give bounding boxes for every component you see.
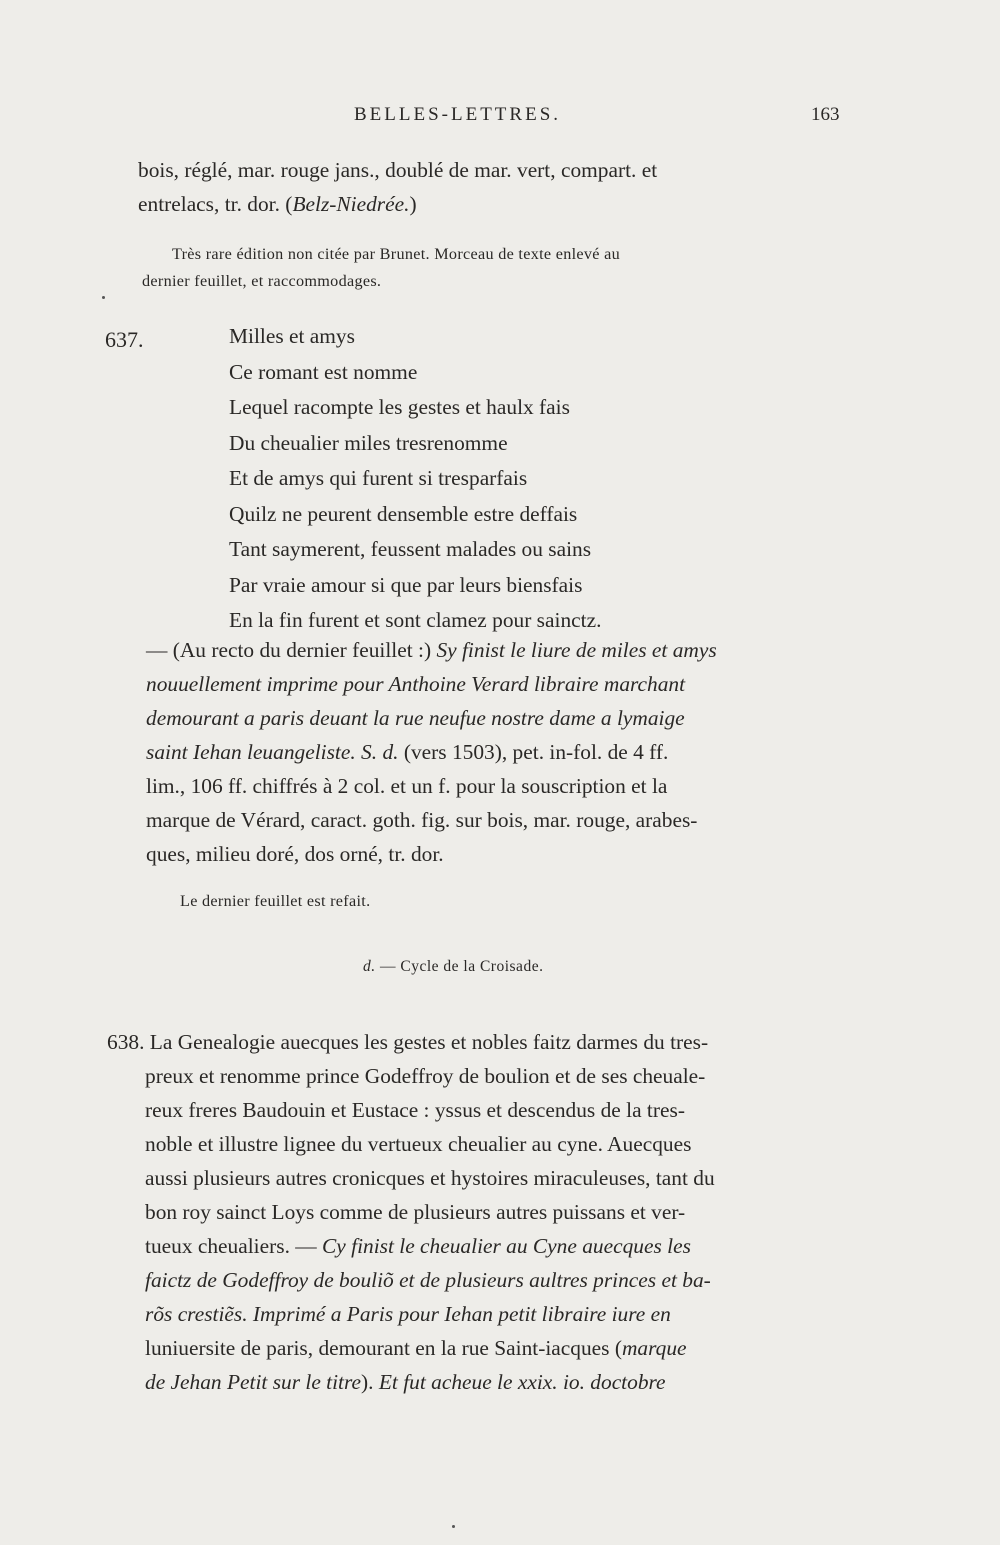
running-head: BELLES-LETTRES. bbox=[354, 104, 562, 125]
page-number: 163 bbox=[811, 104, 840, 125]
text-line: luniuersite de paris, demourant en la rue Saint-iacques (marque bbox=[145, 1336, 687, 1360]
verse-line: Milles et amys bbox=[229, 324, 355, 348]
continuation-note bbox=[142, 241, 621, 295]
page-header bbox=[0, 104, 1000, 134]
entry-637-text bbox=[146, 633, 717, 871]
text-line: rõs crestiẽs. Imprimé a Paris pour Iehan petit libraire iure en bbox=[145, 1302, 671, 1326]
text-line: reux freres Baudouin et Eustace : yssus et descendus de la tres- bbox=[145, 1098, 685, 1122]
text-line: bois, réglé, mar. rouge jans., doublé de mar. vert, compart. et bbox=[138, 158, 658, 182]
text-line: de Jehan Petit sur le titre). Et fut acheue le xxix. io. doctobre bbox=[145, 1370, 666, 1394]
text-line: — (Au recto du dernier feuillet :) Sy finist le liure de miles et amys bbox=[146, 638, 717, 662]
text-line: ques, milieu doré, dos orné, tr. dor. bbox=[146, 842, 444, 866]
section-heading bbox=[363, 958, 543, 976]
entry-number-637: 637. bbox=[105, 327, 144, 352]
entry-638-text bbox=[107, 1025, 715, 1399]
text-line: demourant a paris deuant la rue neufue nostre dame a lymaige bbox=[146, 706, 685, 730]
verse-line: Tant saymerent, feussent malades ou sains bbox=[229, 537, 592, 561]
verse-line: Par vraie amour si que par leurs biensfais bbox=[229, 572, 583, 597]
continuation-text bbox=[138, 153, 657, 221]
note-line: Très rare édition non citée par Brunet. Morceau de texte enlevé au bbox=[172, 245, 621, 263]
section-letter: d. bbox=[363, 958, 376, 975]
text-line: lim., 106 ff. chiffrés à 2 col. et un f. pour la souscription et la bbox=[146, 774, 668, 798]
text-line: 638. La Genealogie auecques les gestes et nobles faitz darmes du tres- bbox=[107, 1030, 709, 1054]
entry-number-638: 638. bbox=[107, 1030, 145, 1054]
ink-speck bbox=[452, 1525, 455, 1528]
text-line: noble et illustre lignee du vertueux cheualier au cyne. Auecques bbox=[145, 1132, 692, 1156]
verse-line: Ce romant est nomme bbox=[229, 359, 418, 384]
text-line: preux et renomme prince Godeffroy de boulion et de ses cheuale- bbox=[145, 1064, 706, 1088]
text-line: saint Iehan leuangeliste. S. d. (vers 1503), pet. in-fol. de 4 ff. bbox=[146, 740, 669, 764]
text-line: faictz de Godeffroy de bouliõ et de plusieurs aultres princes et ba- bbox=[145, 1268, 711, 1292]
note-line: dernier feuillet, et raccommodages. bbox=[142, 272, 382, 290]
verse-line: Du cheualier miles tresrenomme bbox=[229, 430, 508, 455]
verse-line: Quilz ne peurent densemble estre deffais bbox=[229, 501, 578, 526]
text-line: aussi plusieurs autres cronicques et hystoires miraculeuses, tant du bbox=[145, 1166, 715, 1190]
section-dash: — bbox=[380, 958, 396, 975]
verse-line: Lequel racompte les gestes et haulx fais bbox=[229, 395, 570, 419]
text-line: marque de Vérard, caract. goth. fig. sur bois, mar. rouge, arabes- bbox=[146, 808, 698, 832]
verse-line: Et de amys qui furent si tresparfais bbox=[229, 466, 528, 490]
verse-line: En la fin furent et sont clamez pour sainctz. bbox=[229, 608, 602, 632]
text-line: entrelacs, tr. dor. (Belz-Niedrée.) bbox=[138, 192, 417, 216]
note-line: Le dernier feuillet est refait. bbox=[180, 892, 371, 910]
text-line: nouuellement imprime pour Anthoine Verard libraire marchant bbox=[146, 672, 686, 696]
verse-block bbox=[229, 319, 601, 639]
entry-637-note bbox=[180, 888, 370, 915]
text-line: tueux cheualiers. — Cy finist le cheualier au Cyne auecques les bbox=[145, 1234, 691, 1258]
section-title: Cycle de la Croisade. bbox=[400, 958, 544, 975]
ink-speck bbox=[102, 296, 105, 299]
text-line: bon roy sainct Loys comme de plusieurs autres puissans et ver- bbox=[145, 1200, 686, 1224]
